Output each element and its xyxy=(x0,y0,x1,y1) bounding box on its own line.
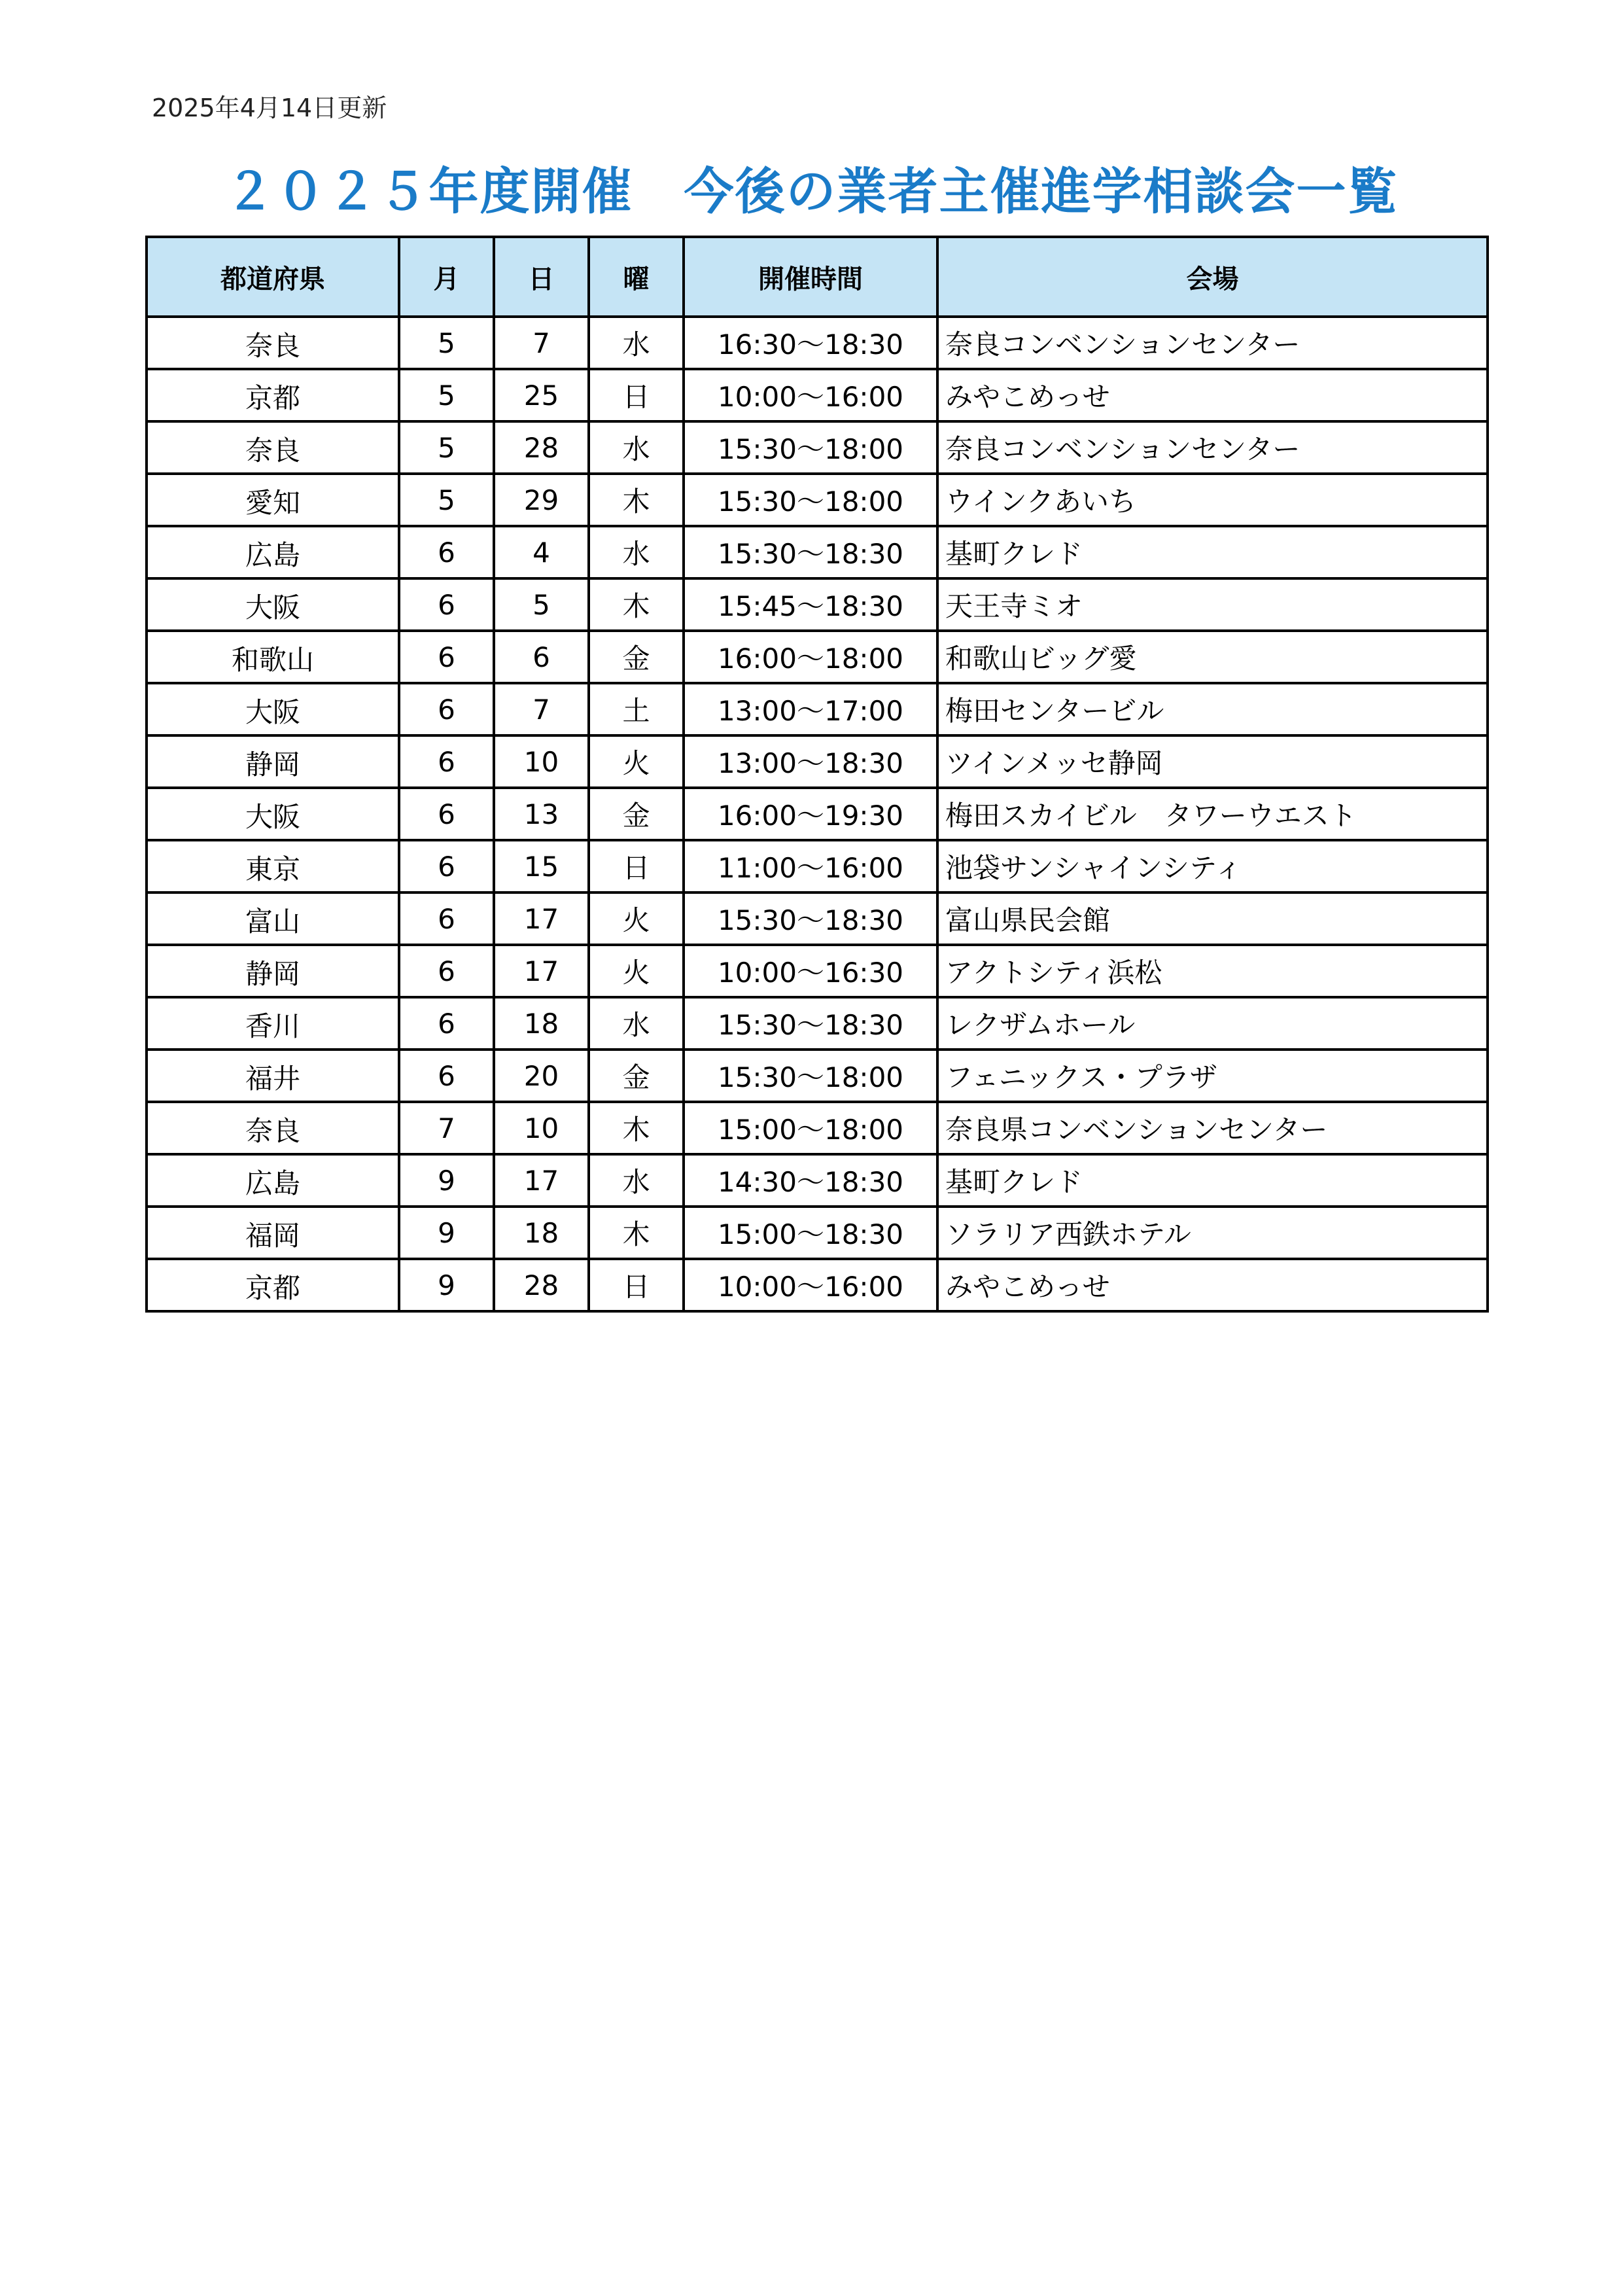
table-row xyxy=(147,997,1488,1050)
cell-month: 6 xyxy=(399,1050,494,1102)
table-row xyxy=(147,683,1488,735)
cell-time: 10:00〜16:30 xyxy=(684,945,937,997)
cell-weekday: 火 xyxy=(589,945,684,997)
cell-venue: みやこめっせ xyxy=(937,1259,1488,1311)
cell-time: 10:00〜16:00 xyxy=(684,1259,937,1311)
cell-day: 28 xyxy=(494,1259,589,1311)
cell-weekday: 木 xyxy=(589,1102,684,1154)
cell-weekday: 木 xyxy=(589,1207,684,1259)
cell-month: 6 xyxy=(399,997,494,1050)
cell-day: 20 xyxy=(494,1050,589,1102)
cell-day: 10 xyxy=(494,735,589,788)
cell-prefecture: 福井 xyxy=(147,1050,399,1102)
cell-weekday: 日 xyxy=(589,369,684,421)
cell-month: 5 xyxy=(399,369,494,421)
table-row xyxy=(147,631,1488,683)
cell-day: 25 xyxy=(494,369,589,421)
table-row xyxy=(147,474,1488,526)
cell-day: 6 xyxy=(494,631,589,683)
table-row xyxy=(147,317,1488,369)
cell-month: 9 xyxy=(399,1154,494,1207)
cell-venue: 奈良県コンベンションセンター xyxy=(937,1102,1488,1154)
table-row xyxy=(147,788,1488,840)
cell-venue: ウインクあいち xyxy=(937,474,1488,526)
table-row xyxy=(147,1259,1488,1311)
cell-venue: みやこめっせ xyxy=(937,369,1488,421)
cell-weekday: 火 xyxy=(589,735,684,788)
header-month: 月 xyxy=(399,237,494,317)
cell-month: 6 xyxy=(399,526,494,578)
cell-prefecture: 福岡 xyxy=(147,1207,399,1259)
cell-weekday: 水 xyxy=(589,997,684,1050)
cell-day: 7 xyxy=(494,683,589,735)
cell-prefecture: 大阪 xyxy=(147,788,399,840)
header-prefecture: 都道府県 xyxy=(147,237,399,317)
cell-time: 15:30〜18:00 xyxy=(684,1050,937,1102)
cell-day: 15 xyxy=(494,840,589,892)
cell-prefecture: 広島 xyxy=(147,1154,399,1207)
cell-venue: フェニックス・プラザ xyxy=(937,1050,1488,1102)
cell-weekday: 水 xyxy=(589,526,684,578)
cell-prefecture: 京都 xyxy=(147,1259,399,1311)
cell-month: 6 xyxy=(399,578,494,631)
cell-time: 15:30〜18:30 xyxy=(684,526,937,578)
cell-time: 16:00〜19:30 xyxy=(684,788,937,840)
cell-prefecture: 大阪 xyxy=(147,683,399,735)
cell-prefecture: 広島 xyxy=(147,526,399,578)
cell-prefecture: 愛知 xyxy=(147,474,399,526)
cell-venue: 梅田センタービル xyxy=(937,683,1488,735)
schedule-table xyxy=(145,236,1489,1313)
cell-weekday: 金 xyxy=(589,631,684,683)
cell-venue: 奈良コンベンションセンター xyxy=(937,421,1488,474)
cell-month: 5 xyxy=(399,317,494,369)
header-day: 日 xyxy=(494,237,589,317)
table-row xyxy=(147,369,1488,421)
cell-venue: 天王寺ミオ xyxy=(937,578,1488,631)
header-venue: 会場 xyxy=(937,237,1488,317)
cell-venue: 梅田スカイビル タワーウエスト xyxy=(937,788,1488,840)
table-row xyxy=(147,945,1488,997)
table-row xyxy=(147,1050,1488,1102)
cell-time: 13:00〜17:00 xyxy=(684,683,937,735)
cell-month: 5 xyxy=(399,474,494,526)
table-row xyxy=(147,735,1488,788)
cell-prefecture: 奈良 xyxy=(147,421,399,474)
cell-day: 7 xyxy=(494,317,589,369)
cell-weekday: 日 xyxy=(589,1259,684,1311)
header-time: 開催時間 xyxy=(684,237,937,317)
cell-day: 4 xyxy=(494,526,589,578)
cell-venue: 基町クレド xyxy=(937,526,1488,578)
cell-time: 10:00〜16:00 xyxy=(684,369,937,421)
table-row xyxy=(147,892,1488,945)
cell-time: 15:30〜18:30 xyxy=(684,997,937,1050)
cell-month: 6 xyxy=(399,683,494,735)
cell-day: 29 xyxy=(494,474,589,526)
cell-venue: 池袋サンシャインシティ xyxy=(937,840,1488,892)
cell-month: 9 xyxy=(399,1207,494,1259)
cell-month: 6 xyxy=(399,631,494,683)
cell-time: 15:45〜18:30 xyxy=(684,578,937,631)
table-row xyxy=(147,421,1488,474)
cell-venue: 奈良コンベンションセンター xyxy=(937,317,1488,369)
cell-time: 14:30〜18:30 xyxy=(684,1154,937,1207)
cell-time: 11:00〜16:00 xyxy=(684,840,937,892)
cell-prefecture: 大阪 xyxy=(147,578,399,631)
cell-day: 17 xyxy=(494,1154,589,1207)
cell-month: 7 xyxy=(399,1102,494,1154)
cell-prefecture: 静岡 xyxy=(147,945,399,997)
cell-weekday: 水 xyxy=(589,1154,684,1207)
cell-weekday: 土 xyxy=(589,683,684,735)
cell-venue: アクトシティ浜松 xyxy=(937,945,1488,997)
table-row xyxy=(147,840,1488,892)
cell-day: 13 xyxy=(494,788,589,840)
cell-prefecture: 和歌山 xyxy=(147,631,399,683)
cell-venue: ツインメッセ静岡 xyxy=(937,735,1488,788)
cell-prefecture: 東京 xyxy=(147,840,399,892)
cell-weekday: 金 xyxy=(589,1050,684,1102)
cell-prefecture: 静岡 xyxy=(147,735,399,788)
cell-day: 10 xyxy=(494,1102,589,1154)
header-weekday: 曜 xyxy=(589,237,684,317)
cell-day: 28 xyxy=(494,421,589,474)
cell-weekday: 木 xyxy=(589,578,684,631)
cell-day: 17 xyxy=(494,892,589,945)
cell-venue: 富山県民会館 xyxy=(937,892,1488,945)
cell-day: 17 xyxy=(494,945,589,997)
cell-time: 13:00〜18:30 xyxy=(684,735,937,788)
cell-month: 5 xyxy=(399,421,494,474)
table-row xyxy=(147,1102,1488,1154)
cell-prefecture: 香川 xyxy=(147,997,399,1050)
cell-weekday: 金 xyxy=(589,788,684,840)
table-row xyxy=(147,1207,1488,1259)
cell-venue: レクザムホール xyxy=(937,997,1488,1050)
cell-venue: 和歌山ビッグ愛 xyxy=(937,631,1488,683)
page-title: ２０２５年度開催 今後の業者主催進学相談会一覧 xyxy=(224,162,1399,221)
cell-time: 15:00〜18:30 xyxy=(684,1207,937,1259)
cell-day: 5 xyxy=(494,578,589,631)
cell-time: 15:30〜18:30 xyxy=(684,892,937,945)
cell-venue: 基町クレド xyxy=(937,1154,1488,1207)
cell-time: 15:00〜18:00 xyxy=(684,1102,937,1154)
cell-prefecture: 奈良 xyxy=(147,1102,399,1154)
cell-weekday: 水 xyxy=(589,317,684,369)
cell-venue: ソラリア西鉄ホテル xyxy=(937,1207,1488,1259)
cell-month: 6 xyxy=(399,945,494,997)
cell-month: 6 xyxy=(399,788,494,840)
cell-time: 15:30〜18:00 xyxy=(684,421,937,474)
cell-weekday: 日 xyxy=(589,840,684,892)
cell-time: 16:00〜18:00 xyxy=(684,631,937,683)
cell-weekday: 水 xyxy=(589,421,684,474)
cell-time: 16:30〜18:30 xyxy=(684,317,937,369)
cell-month: 6 xyxy=(399,840,494,892)
table-row xyxy=(147,578,1488,631)
table-row xyxy=(147,526,1488,578)
cell-month: 6 xyxy=(399,735,494,788)
cell-day: 18 xyxy=(494,1207,589,1259)
cell-month: 6 xyxy=(399,892,494,945)
table-row xyxy=(147,1154,1488,1207)
cell-day: 18 xyxy=(494,997,589,1050)
table-header-row xyxy=(147,237,1488,317)
cell-month: 9 xyxy=(399,1259,494,1311)
cell-weekday: 火 xyxy=(589,892,684,945)
cell-prefecture: 富山 xyxy=(147,892,399,945)
cell-prefecture: 奈良 xyxy=(147,317,399,369)
cell-weekday: 木 xyxy=(589,474,684,526)
cell-prefecture: 京都 xyxy=(147,369,399,421)
cell-time: 15:30〜18:00 xyxy=(684,474,937,526)
updated-date: 2025年4月14日更新 xyxy=(152,94,387,122)
